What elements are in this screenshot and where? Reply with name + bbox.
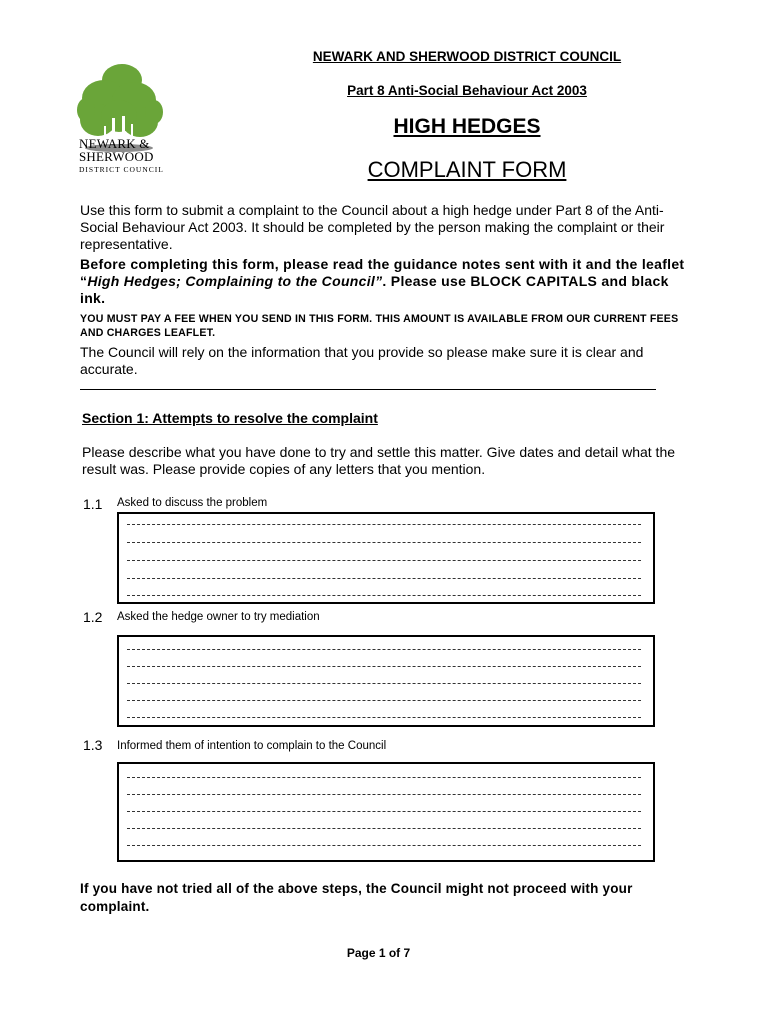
question-1-2-answer-box[interactable] (117, 635, 655, 727)
answer-line (127, 524, 641, 525)
question-1-3-label: Informed them of intention to complain to the Council (117, 740, 387, 752)
question-1-1-number: 1.1 (83, 496, 103, 512)
page-title: HIGH HEDGES (393, 115, 541, 138)
question-1-1-label: Asked to discuss the problem (117, 497, 268, 509)
answer-line (127, 595, 641, 596)
before-completing-note (80, 256, 690, 307)
answer-line (127, 542, 641, 543)
answer-line (127, 666, 641, 667)
section-1-description: Please describe what you have done to try and settle this matter. Give dates and detail what the result was. Please provide copies of any letters that you mention. (82, 444, 676, 477)
answer-line (127, 794, 641, 795)
logo-line-3: DISTRICT COUNCIL (79, 165, 164, 174)
answer-line (127, 828, 641, 829)
answer-line (127, 845, 641, 846)
page-subtitle: COMPLAINT FORM (367, 157, 567, 182)
fee-notice: YOU MUST PAY A FEE WHEN YOU SEND IN THIS FORM. THIS AMOUNT IS AVAILABLE FROM OUR CURRENT FEES AND CHARGES LEAFLET. (80, 313, 679, 339)
answer-line (127, 578, 641, 579)
question-1-1-answer-box[interactable] (117, 512, 655, 604)
before-text-a: Before completing this form, please read the guidance notes sent with it and the leaflet “ (80, 256, 685, 289)
section-1-title: Section 1: Attempts to resolve the complaint (82, 410, 378, 426)
question-1-3-answer-box[interactable] (117, 762, 655, 862)
accuracy-note: The Council will rely on the information that you provide so please make sure it is clear and accurate. (80, 344, 644, 377)
act-reference: Part 8 Anti-Social Behaviour Act 2003 (347, 83, 587, 98)
answer-line (127, 700, 641, 701)
question-1-2-label: Asked the hedge owner to try mediation (117, 611, 320, 623)
answer-line (127, 649, 641, 650)
proceed-warning: If you have not tried all of the above steps, the Council might not proceed with your complaint. (80, 881, 633, 914)
council-name: NEWARK AND SHERWOOD DISTRICT COUNCIL (312, 49, 622, 64)
question-1-3-number: 1.3 (83, 737, 103, 753)
before-text-b: . Please use BLOCK CAPITALS and black ink. (80, 273, 669, 306)
question-1-2-number: 1.2 (83, 609, 103, 625)
answer-line (127, 560, 641, 561)
leaflet-title: High Hedges; Complaining to the Council” (87, 273, 383, 289)
logo-line-1: NEWARK & (79, 136, 150, 151)
council-logo-text (79, 137, 164, 174)
answer-line (127, 777, 641, 778)
logo-line-2: SHERWOOD (79, 149, 154, 164)
page-number: Page 1 of 7 (346, 946, 411, 960)
answer-line (127, 717, 641, 718)
answer-line (127, 683, 641, 684)
answer-line (127, 811, 641, 812)
divider (80, 389, 656, 390)
intro-paragraph: Use this form to submit a complaint to the Council about a high hedge under Part 8 of the Anti-Social Behaviour Act 2003. It should be completed by the person making the complaint or their representative. (80, 202, 665, 252)
